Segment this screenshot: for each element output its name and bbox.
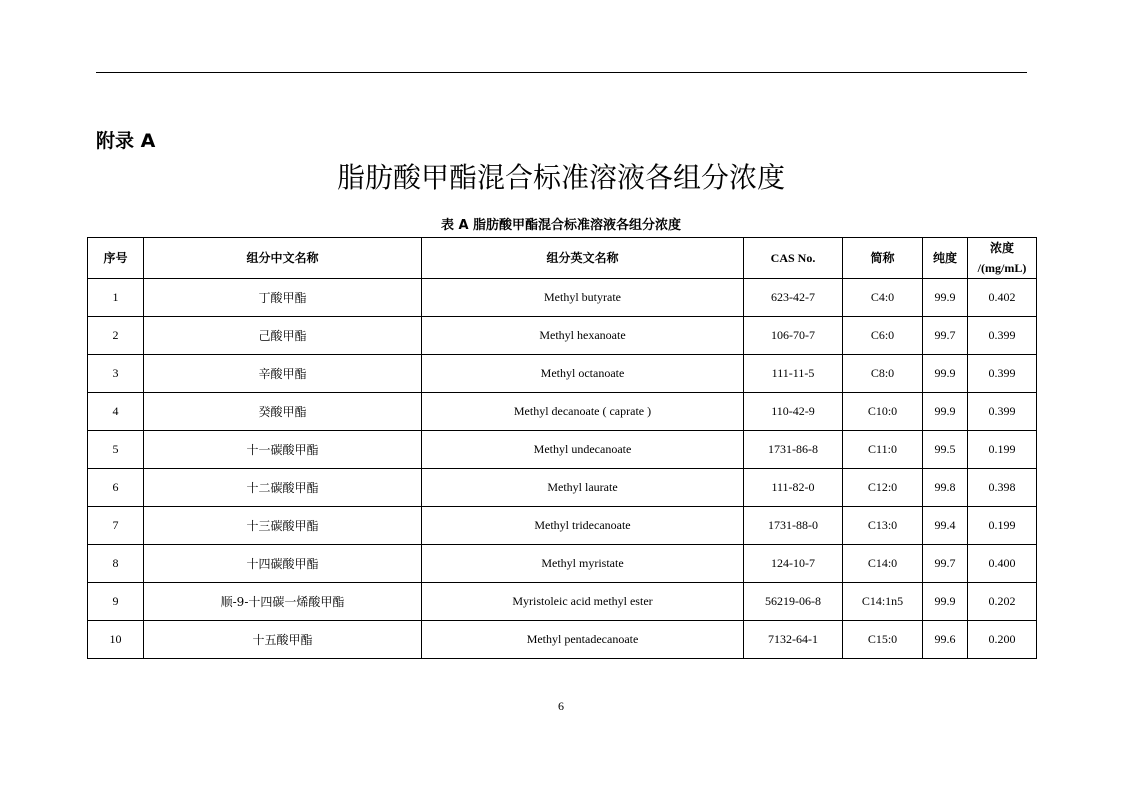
cell-en-name: Myristoleic acid methyl ester <box>422 583 744 621</box>
cell-purity: 99.4 <box>923 507 968 545</box>
cell-cas: 111-82-0 <box>744 469 843 507</box>
cell-concentration: 0.402 <box>968 279 1037 317</box>
cell-purity: 99.9 <box>923 279 968 317</box>
cell-abbr: C15:0 <box>843 621 923 659</box>
cell-concentration: 0.398 <box>968 469 1037 507</box>
cell-cas: 1731-88-0 <box>744 507 843 545</box>
cell-concentration: 0.199 <box>968 431 1037 469</box>
cell-abbr: C8:0 <box>843 355 923 393</box>
header-purity: 纯度 <box>923 238 968 279</box>
cell-index: 9 <box>88 583 144 621</box>
cell-concentration: 0.399 <box>968 355 1037 393</box>
cell-index: 5 <box>88 431 144 469</box>
header-rule <box>96 72 1027 73</box>
table-header-row <box>88 238 1037 279</box>
header-abbr: 简称 <box>843 238 923 279</box>
table-row <box>88 431 1037 469</box>
cell-purity: 99.9 <box>923 355 968 393</box>
cell-abbr: C13:0 <box>843 507 923 545</box>
cell-abbr: C6:0 <box>843 317 923 355</box>
cell-cas: 110-42-9 <box>744 393 843 431</box>
cell-abbr: C14:1n5 <box>843 583 923 621</box>
cell-purity: 99.7 <box>923 317 968 355</box>
cell-purity: 99.7 <box>923 545 968 583</box>
header-concentration <box>968 238 1037 279</box>
table-row <box>88 507 1037 545</box>
cell-cn-name: 辛酸甲酯 <box>144 355 422 393</box>
cell-purity: 99.6 <box>923 621 968 659</box>
appendix-label: 附录 A <box>96 130 156 152</box>
cell-index: 2 <box>88 317 144 355</box>
cell-en-name: Methyl undecanoate <box>422 431 744 469</box>
table-row <box>88 583 1037 621</box>
cell-concentration: 0.200 <box>968 621 1037 659</box>
cell-index: 3 <box>88 355 144 393</box>
cell-purity: 99.5 <box>923 431 968 469</box>
cell-en-name: Methyl decanoate ( caprate ) <box>422 393 744 431</box>
cell-en-name: Methyl myristate <box>422 545 744 583</box>
cell-cas: 7132-64-1 <box>744 621 843 659</box>
cell-index: 1 <box>88 279 144 317</box>
cell-index: 10 <box>88 621 144 659</box>
table-row <box>88 279 1037 317</box>
table-body <box>88 279 1037 659</box>
cell-cn-name: 己酸甲酯 <box>144 317 422 355</box>
cell-purity: 99.9 <box>923 393 968 431</box>
cell-abbr: C14:0 <box>843 545 923 583</box>
cell-index: 8 <box>88 545 144 583</box>
cell-concentration: 0.399 <box>968 393 1037 431</box>
cell-en-name: Methyl butyrate <box>422 279 744 317</box>
table-row <box>88 469 1037 507</box>
cell-index: 6 <box>88 469 144 507</box>
header-index: 序号 <box>88 238 144 279</box>
cell-abbr: C11:0 <box>843 431 923 469</box>
cell-cas: 111-11-5 <box>744 355 843 393</box>
cell-concentration: 0.202 <box>968 583 1037 621</box>
table-row <box>88 393 1037 431</box>
table-row <box>88 317 1037 355</box>
cell-cas: 56219-06-8 <box>744 583 843 621</box>
table-row <box>88 621 1037 659</box>
cell-abbr: C10:0 <box>843 393 923 431</box>
cell-purity: 99.8 <box>923 469 968 507</box>
cell-cas: 1731-86-8 <box>744 431 843 469</box>
cell-cas: 623-42-7 <box>744 279 843 317</box>
cell-cn-name: 十一碳酸甲酯 <box>144 431 422 469</box>
cell-en-name: Methyl hexanoate <box>422 317 744 355</box>
cell-en-name: Methyl laurate <box>422 469 744 507</box>
cell-cn-name: 癸酸甲酯 <box>144 393 422 431</box>
header-cn-name: 组分中文名称 <box>144 238 422 279</box>
cell-index: 7 <box>88 507 144 545</box>
cell-cas: 106-70-7 <box>744 317 843 355</box>
cell-cn-name: 顺-9-十四碳一烯酸甲酯 <box>144 583 422 621</box>
cell-abbr: C12:0 <box>843 469 923 507</box>
cell-cas: 124-10-7 <box>744 545 843 583</box>
cell-abbr: C4:0 <box>843 279 923 317</box>
header-concentration-unit: /(mg/mL) <box>977 261 1027 275</box>
page-number: 6 <box>558 699 564 713</box>
cell-en-name: Methyl tridecanoate <box>422 507 744 545</box>
concentration-table <box>87 237 1037 659</box>
cell-cn-name: 十三碳酸甲酯 <box>144 507 422 545</box>
cell-cn-name: 十四碳酸甲酯 <box>144 545 422 583</box>
cell-cn-name: 十五酸甲酯 <box>144 621 422 659</box>
cell-concentration: 0.199 <box>968 507 1037 545</box>
table-caption: 表 A 脂肪酸甲酯混合标准溶液各组分浓度 <box>440 218 682 233</box>
page-title: 脂肪酸甲酯混合标准溶液各组分浓度 <box>336 161 785 194</box>
cell-concentration: 0.399 <box>968 317 1037 355</box>
header-cas: CAS No. <box>744 238 843 279</box>
cell-cn-name: 十二碳酸甲酯 <box>144 469 422 507</box>
header-concentration-label: 浓度 <box>989 241 1014 255</box>
cell-concentration: 0.400 <box>968 545 1037 583</box>
cell-cn-name: 丁酸甲酯 <box>144 279 422 317</box>
table-row <box>88 355 1037 393</box>
cell-index: 4 <box>88 393 144 431</box>
cell-en-name: Methyl pentadecanoate <box>422 621 744 659</box>
cell-en-name: Methyl octanoate <box>422 355 744 393</box>
header-en-name: 组分英文名称 <box>422 238 744 279</box>
table-row <box>88 545 1037 583</box>
cell-purity: 99.9 <box>923 583 968 621</box>
